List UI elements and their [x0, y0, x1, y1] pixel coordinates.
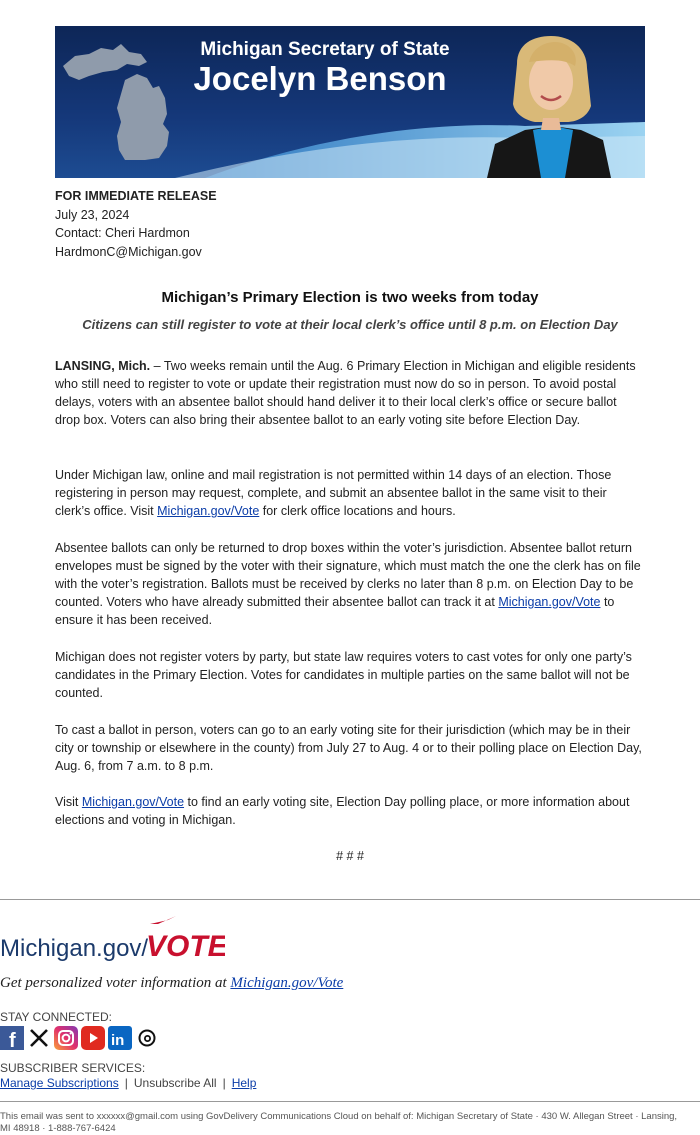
end-mark: # # # [336, 849, 364, 863]
threads-icon[interactable] [135, 1026, 159, 1050]
release-label: FOR IMMEDIATE RELEASE [55, 189, 217, 203]
logo-text: Michigan.gov/ [0, 935, 149, 962]
youtube-icon[interactable] [81, 1026, 105, 1050]
header-banner [55, 26, 645, 178]
vote-link[interactable]: Michigan.gov/Vote [498, 595, 601, 609]
stay-connected-label: STAY CONNECTED: [0, 1010, 113, 1024]
unsubscribe-all-link[interactable]: Unsubscribe All [133, 1076, 217, 1090]
linkedin-icon[interactable] [108, 1026, 132, 1050]
release-contact: Contact: Cheri Hardmon [55, 226, 190, 240]
banner-line1: Michigan Secretary of State [200, 39, 450, 60]
tagline: Get personalized voter information at Michigan.gov/Vote [0, 975, 344, 991]
subscriber-services-label: SUBSCRIBER SERVICES: [0, 1061, 146, 1075]
manage-subscriptions-link[interactable]: Manage Subscriptions [0, 1076, 119, 1090]
x-icon[interactable] [27, 1026, 51, 1050]
instagram-icon[interactable] [54, 1026, 78, 1050]
dateline: LANSING, Mich. [55, 359, 151, 373]
logo-vote: VOTE [146, 930, 225, 963]
banner-line2: Jocelyn Benson [193, 60, 447, 97]
paragraph-1: LANSING, Mich. – Two weeks remain until the Aug. 6 Primary Election in Michigan and eligible residents who still need to register to vote or update their registration must now do so in person. To avoid postal delays, voters with an absentee ballot should hand deliver it to their local clerk’s office or secure ballot drop box. Voters can also bring their absentee ballot to an early voting site before Election Day. [55, 359, 636, 427]
vote-link[interactable]: Michigan.gov/Vote [157, 504, 260, 518]
release-date: July 23, 2024 [55, 207, 130, 222]
paragraph-4: Michigan does not register voters by party, but state law requires voters to cast votes for only one party’s candidates in the Primary Election. Votes for candidates in multiple parties on the same ballot will not be counted. [55, 650, 632, 700]
social-links [0, 1026, 159, 1050]
paragraph-2: Under Michigan law, online and mail registration is not permitted within 14 days of an election. Those registering in person may request, complete, and submit an absentee ballot in the same visit to their clerk’s office. Visit Michigan.gov/Vote for clerk office locations and hours. [55, 468, 612, 518]
facebook-icon[interactable] [0, 1026, 24, 1050]
paragraph-5: To cast a ballot in person, voters can go to an early voting site for their jurisdiction (which may be in their city or township or elsewhere in the county) from July 27 to Aug. 4 or to their polling place on Election Day, Aug. 6, from 7 a.m. to 8 p.m. [55, 723, 642, 773]
subheadline: Citizens can still register to vote at their local clerk’s office until 8 p.m. on Election Day [82, 317, 618, 332]
legal-footer: This email was sent to xxxxxx@gmail.com using GovDelivery Communications Cloud on behalf of: Michigan Secretary of State · 430 W. Allegan Street · Lansing, MI 48918 · 1-888-767-6424 [0, 1111, 678, 1134]
footer-divider [0, 899, 700, 900]
vote-logo-graphic [0, 914, 225, 964]
tagline-link[interactable]: Michigan.gov/Vote [230, 975, 344, 991]
svg-text:in: in [111, 1032, 125, 1049]
headline: Michigan’s Primary Election is two weeks from today [161, 289, 539, 306]
michigan-vote-logo[interactable] [0, 914, 225, 969]
banner-graphic [55, 26, 645, 178]
release-meta [55, 187, 217, 261]
paragraph-6: Visit Michigan.gov/Vote to find an early voting site, Election Day polling place, or more information about elections and voting in Michigan. [55, 795, 630, 827]
paragraph-3: Absentee ballots can only be returned to drop boxes within the voter’s jurisdiction. Absentee ballot return envelopes must be signed by the voter with their signature, which must match the one the clerk has on file with the voter’s registration. Ballots must be received by clerks no later than 8 p.m. on Election Day to be counted. Voters who have already submitted their absentee ballot can track it at Michigan.gov/Vote to ensure it has been received. [55, 541, 641, 627]
legal-divider [0, 1101, 700, 1102]
subscriber-links: Manage Subscriptions | Unsubscribe All | Help [0, 1076, 257, 1090]
release-email: HardmonC@Michigan.gov [55, 244, 202, 259]
help-link[interactable]: Help [231, 1076, 257, 1090]
vote-link[interactable]: Michigan.gov/Vote [81, 795, 185, 809]
svg-text:f: f [9, 1030, 16, 1050]
